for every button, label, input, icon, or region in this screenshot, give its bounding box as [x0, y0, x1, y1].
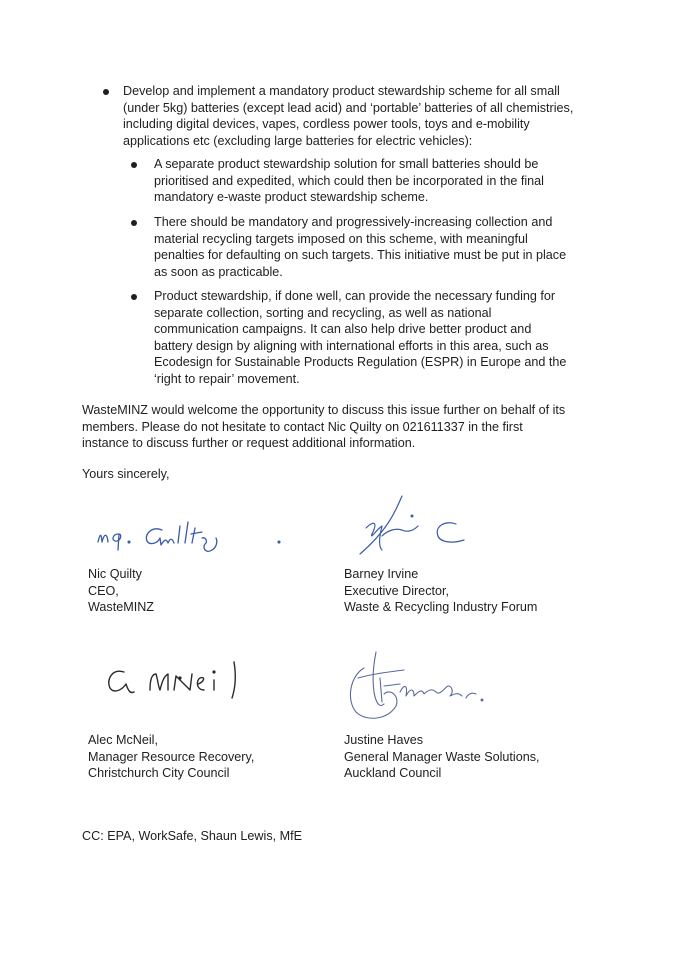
signatory-org: Auckland Council: [344, 766, 442, 781]
text-line: material recycling targets imposed on this scheme, with meaningful: [154, 231, 528, 246]
sub-bullet-text: [154, 156, 544, 206]
text-line: ‘right to repair’ movement.: [154, 371, 300, 386]
main-bullet-text: [123, 83, 573, 149]
text-line: mandatory e-waste product stewardship scheme.: [154, 190, 429, 205]
signatory-name: Barney Irvine: [344, 567, 419, 581]
text-line: instance to discuss further or request additional information.: [82, 436, 416, 451]
text-line: WasteMINZ would welcome the opportunity to discuss this issue further on behalf of its: [82, 403, 566, 417]
text-line: There should be mandatory and progressively-increasing collection and: [154, 215, 553, 229]
signatory-block: [88, 732, 254, 782]
bullet-dot: [131, 294, 137, 300]
cc-line: CC: EPA, WorkSafe, Shaun Lewis, MfE: [82, 829, 303, 843]
signatory-org: Waste & Recycling Industry Forum: [344, 600, 538, 615]
sub-bullet-text: [154, 288, 566, 388]
bullet-dot: [103, 89, 109, 95]
signatory-name: Justine Haves: [344, 733, 424, 747]
text-line: separate collection, sorting and recycling, as well as national: [154, 305, 492, 320]
signature-barney-irvine: [352, 490, 472, 560]
text-line: members. Please do not hesitate to contact Nic Quilty on 021611337 in the first: [82, 419, 523, 434]
signatory-title: General Manager Waste Solutions,: [344, 749, 540, 764]
sub-bullet-text: [154, 214, 566, 280]
salutation: Yours sincerely,: [82, 467, 170, 481]
text-line: Product stewardship, if done well, can provide the necessary funding for: [154, 289, 556, 303]
text-line: prioritised and expedited, which could then be incorporated in the final: [154, 173, 544, 188]
text-line: as soon as practicable.: [154, 264, 283, 279]
text-line: applications etc (excluding large batteries for electric vehicles):: [123, 133, 473, 148]
signatory-name: Alec McNeil,: [88, 733, 158, 747]
signature-justine-haves: [344, 648, 494, 724]
signatory-org: Christchurch City Council: [88, 766, 230, 781]
signatory-title: CEO,: [88, 583, 119, 598]
signatory-title: Manager Resource Recovery,: [88, 749, 255, 764]
signatory-block: [344, 732, 540, 782]
text-line: including digital devices, vapes, cordless power tools, toys and e-mobility: [123, 117, 530, 132]
signatory-org: WasteMINZ: [88, 600, 155, 615]
bullet-dot: [131, 220, 137, 226]
signatory-block: [88, 566, 154, 616]
text-line: penalties for defaulting on such targets. This initiative must be put in place: [154, 248, 567, 263]
text-line: communication campaigns. It can also help drive better product and: [154, 322, 532, 337]
text-line: battery design by aligning with international efforts in this area, such as: [154, 338, 549, 353]
bullet-dot: [131, 162, 137, 168]
closing-paragraph: [82, 402, 565, 452]
signature-nic-quilty: [92, 512, 292, 560]
signature-alec-mcneil: [100, 656, 250, 706]
signatory-title: Executive Director,: [344, 583, 449, 598]
text-line: Ecodesign for Sustainable Products Regulation (ESPR) in Europe and the: [154, 355, 567, 370]
text-line: A separate product stewardship solution for small batteries should be: [154, 157, 539, 171]
signatory-name: Nic Quilty: [88, 567, 142, 581]
text-line: Develop and implement a mandatory product stewardship scheme for all small: [123, 84, 560, 98]
text-line: (under 5kg) batteries (except lead acid) and ‘portable’ batteries of all chemistries,: [123, 100, 574, 115]
signatory-block: [344, 566, 537, 616]
